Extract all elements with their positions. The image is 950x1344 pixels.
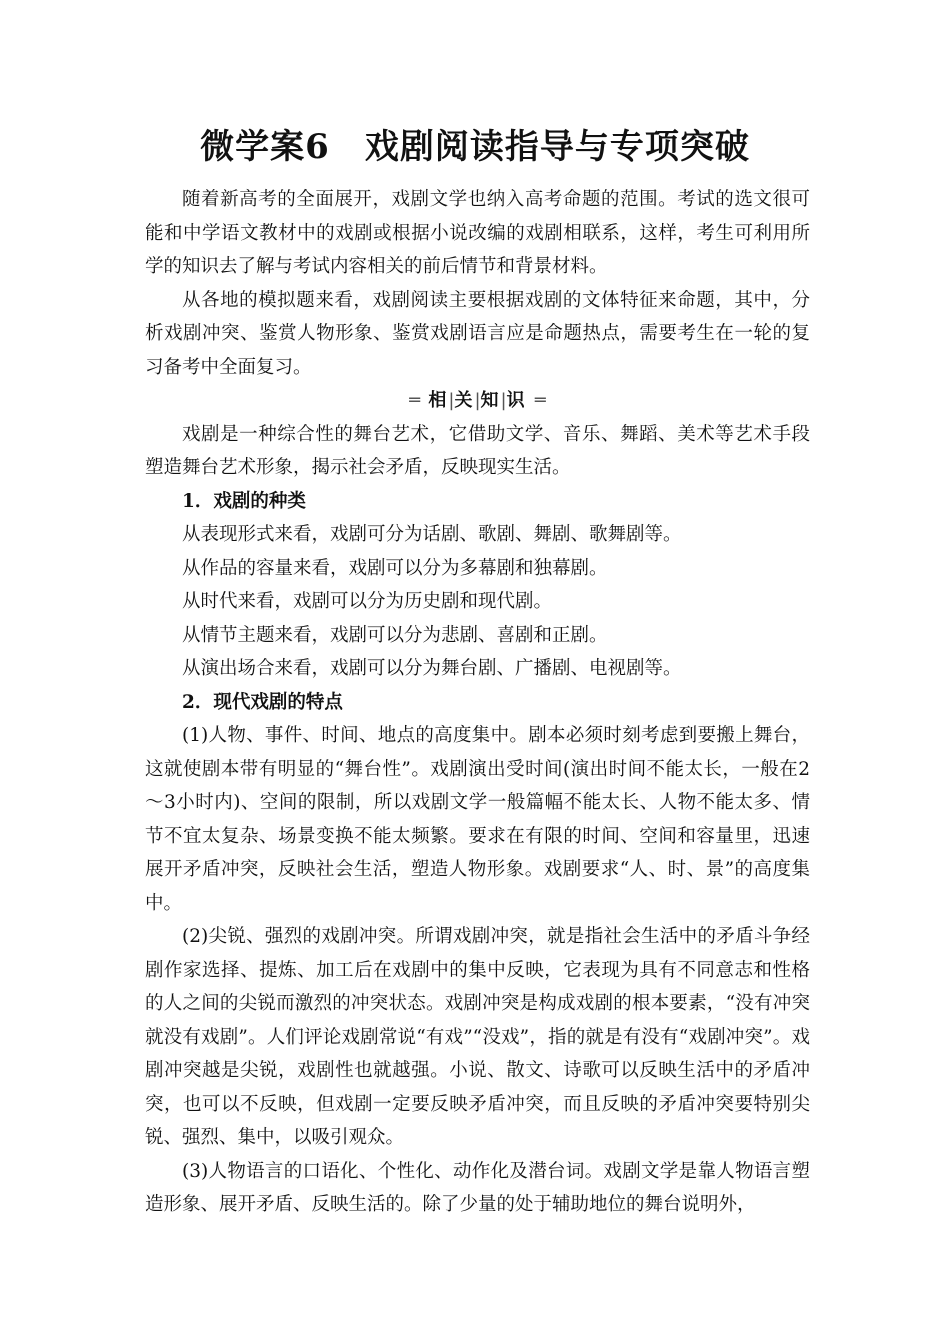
feature-paragraph-1: (1)人物、事件、时间、地点的高度集中。剧本必须时刻考虑到要搬上舞台，这就使剧本带有明显的“舞台性”。戏剧演出受时间(演出时间不能太长，一般在2～3小时内)、空间的限制，所以戏剧文学一般篇幅不能太长、人物不能太多、情节不宜太复杂、场景变换不能太频繁。要求在有限的时间、空间和容量里，迅速展开矛盾冲突，反映社会生活，塑造人物形象。戏剧要求“人、时、景”的高度集中。 [145,725,810,914]
list-item: 从表现形式来看，戏剧可分为话剧、歌剧、舞剧、歌舞剧等。 [182,524,682,545]
section-divider: ═ 相|关|知|识 ═ [409,390,546,411]
list-item: 从时代来看，戏剧可以分为历史剧和现代剧。 [182,591,553,612]
document-body [145,183,810,1222]
feature-paragraph-3: (3)人物语言的口语化、个性化、动作化及潜台词。戏剧文学是靠人物语言塑造形象、展开矛盾、反映生活的。除了少量的处于辅助地位的舞台说明外， [145,1160,810,1215]
divider-char: 识 [506,390,527,411]
list-item: 从情节主题来看，戏剧可以分为悲剧、喜剧和正剧。 [182,624,608,646]
section-heading-features: 2．现代戏剧的特点 [182,691,343,713]
divider-char: 知 [480,390,501,411]
divider-left-ornament: ═ [409,390,421,411]
feature-paragraph-2: (2)尖锐、强烈的戏剧冲突。所谓戏剧冲突，就是指社会生活中的矛盾斗争经剧作家选择、提炼、加工后在戏剧中的集中反映，它表现为具有不同意志和性格的人之间的尖锐而激烈的冲突状态。戏剧冲突是构成戏剧的根本要素，“没有冲突就没有戏剧”。人们评论戏剧常说“有戏”“没戏”，指的就是有没有“戏剧冲突”。戏剧冲突越是尖锐，戏剧性也就越强。小说、散文、诗歌可以反映生活中的矛盾冲突，也可以不反映，但戏剧一定要反映矛盾冲突，而且反映的矛盾冲突要特别尖锐、强烈、集中，以吸引观众。 [145,926,810,1148]
intro-paragraph-1: 随着新高考的全面展开，戏剧文学也纳入高考命题的范围。考试的选文很可能和中学语文教材中的戏剧或根据小说改编的戏剧相联系，这样，考生可利用所学的知识去了解与考试内容相关的前后情节和背景材料。 [145,189,810,277]
definition-paragraph: 戏剧是一种综合性的舞台艺术，它借助文学、音乐、舞蹈、美术等艺术手段塑造舞台艺术形象，揭示社会矛盾，反映现实生活。 [145,423,810,478]
list-item: 从作品的容量来看，戏剧可以分为多幕剧和独幕剧。 [182,557,608,579]
intro-paragraph-2: 从各地的模拟题来看，戏剧阅读主要根据戏剧的文体特征来命题，其中，分析戏剧冲突、鉴赏人物形象、鉴赏戏剧语言应是命题热点，需要考生在一轮的复习备考中全面复习。 [145,289,810,378]
section-heading-types: 1．戏剧的种类 [182,490,306,512]
list-item: 从演出场合来看，戏剧可以分为舞台剧、广播剧、电视剧等。 [182,658,682,679]
divider-char: 相 [428,390,449,411]
page-title: 微学案6 戏剧阅读指导与专项突破 [200,127,750,167]
divider-char: 关 [454,390,475,411]
divider-right-ornament: ═ [534,390,546,411]
